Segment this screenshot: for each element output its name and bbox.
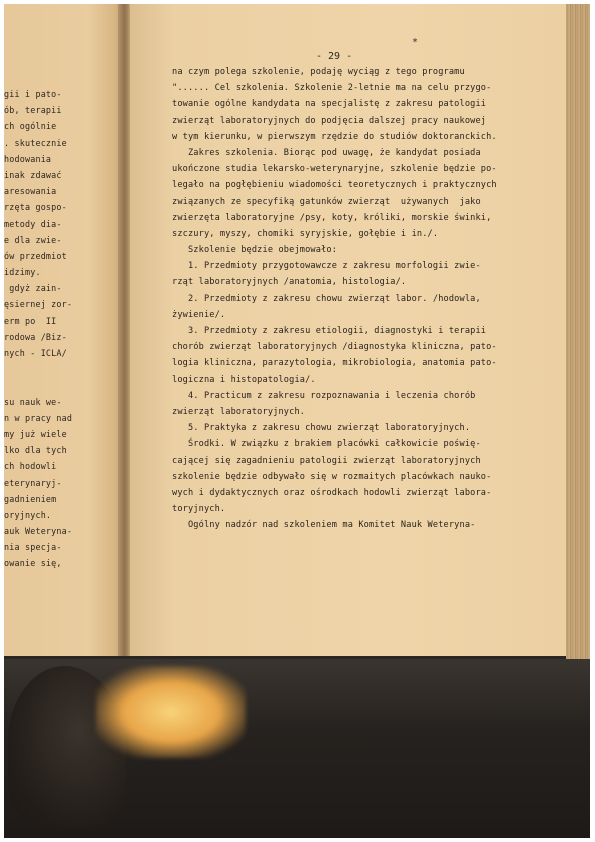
light-glare	[96, 666, 246, 758]
right-page-line: Ogólny nadzór nad szkoleniem ma Komitet Nauk Weteryna-	[172, 520, 476, 531]
left-page-line: . skutecznie	[4, 137, 67, 148]
left-page-line: ch ogólnie	[4, 121, 57, 132]
page-number: - 29 -	[316, 51, 353, 62]
right-page-line: cającej się zagadnieniu patologii zwierząt laboratoryjnych	[172, 455, 481, 466]
right-page-line: ukończone studia lekarsko-weterynaryjne, szkolenie będzie po-	[172, 164, 497, 175]
right-page-line: zwierzęta laboratoryjne /psy, koty, króliki, morskie świnki,	[172, 212, 492, 223]
left-page-line: nych - ICLA/	[4, 348, 67, 358]
left-page-line: rodowa /Biz-	[4, 331, 67, 342]
right-page-line: Zakres szkolenia. Biorąc pod uwagę, że kandydat posiada	[172, 147, 481, 158]
left-page-line: oryjnych.	[4, 509, 52, 520]
left-page-line: gadnieniem	[4, 493, 57, 504]
left-page-line: ób, terapii	[4, 105, 62, 116]
right-page-line: logia kliniczna, parazytologia, mikrobiologia, anatomia pato-	[172, 358, 497, 369]
left-page-line: auk Weteryna-	[4, 526, 73, 537]
right-page-line: legało na pogłębieniu wiadomości teoretycznych i praktycznych	[172, 180, 497, 191]
left-page-line: aresowania	[4, 186, 57, 197]
left-page-line: ęsiernej zor-	[4, 299, 73, 310]
left-page-line: hodowania	[4, 153, 52, 164]
right-page-line: 3. Przedmioty z zakresu etiologii, diagnostyki i terapii	[172, 326, 487, 336]
right-page-line: 5. Praktyka z zakresu chowu zwierząt laboratoryjnych.	[172, 423, 471, 434]
left-page-text	[4, 86, 120, 572]
right-page-line: 2. Przedmioty z zakresu chowu zwierząt labor. /hodowla,	[172, 293, 481, 304]
left-page-line: inak zdawać	[4, 169, 62, 180]
right-page-line: Środki. W związku z brakiem placówki całkowicie poświę-	[172, 439, 481, 450]
right-page-line: logiczna i histopatologia/.	[172, 374, 316, 385]
right-page-line: zwierząt laboratoryjnych do podjęcia dalszej pracy naukowej	[172, 115, 487, 126]
left-page-line: my już wiele	[4, 428, 67, 439]
right-page-line: szkolenie będzie odbywało się w rozmaitych placówkach nauko-	[172, 471, 492, 482]
right-page-line: w tym kierunku, w pierwszym rzędzie do studiów doktoranckich.	[172, 131, 497, 142]
left-page-line: gii i pato-	[4, 89, 62, 99]
left-page-line	[4, 361, 120, 377]
left-page-line: e dla zwie-	[4, 234, 62, 245]
right-page-line: wych i dydaktycznych oraz ośrodkach hodowli zwierząt labora-	[172, 487, 492, 498]
right-page-line: rząt laboratoryjnych /anatomia, histologia/.	[172, 277, 407, 288]
left-page-line: n w pracy nad	[4, 412, 73, 423]
left-page-line: owanie się,	[4, 558, 62, 569]
left-page	[4, 4, 124, 656]
left-page-line: rzęta gospo-	[4, 202, 67, 213]
left-page-line: lko dla tych	[4, 445, 67, 456]
left-page-line: erm po II	[4, 315, 57, 326]
left-page-line: ów przedmiot	[4, 250, 67, 261]
right-page-line: związanych ze specyfiką gatunków zwierząt używanych jako	[172, 196, 481, 207]
right-page-text	[172, 64, 572, 533]
right-page-line: na czym polega szkolenie, podaję wyciąg z tego programu	[172, 67, 465, 77]
left-page-line: gdyż zain-	[4, 283, 62, 294]
right-page-line: żywienie/.	[172, 309, 226, 320]
left-page-line	[4, 377, 120, 393]
right-page-line: towanie ogólne kandydata na specjalistę z zakresu patologii	[172, 99, 487, 110]
left-page-line: su nauk we-	[4, 396, 62, 407]
left-page-line: ch hodowli	[4, 461, 57, 472]
document-scan	[4, 4, 590, 838]
ink-mark: *	[412, 37, 419, 48]
left-page-line: idzimy.	[4, 267, 41, 278]
right-page-line: toryjnych.	[172, 504, 226, 515]
right-page-line: "...... Cel szkolenia. Szkolenie 2-letnie ma na celu przygo-	[172, 83, 492, 94]
left-page-line: eterynaryj-	[4, 477, 62, 488]
right-page-line: zwierząt laboratoryjnych.	[172, 406, 306, 417]
right-page-line: Szkolenie będzie obejmowało:	[172, 245, 338, 256]
left-page-line: metody dia-	[4, 218, 62, 229]
left-page-line: nia specja-	[4, 542, 62, 553]
right-page-line: szczury, myszy, chomiki syryjskie, gołębie i in./.	[172, 228, 439, 239]
right-page-line: chorób zwierząt laboratoryjnych /diagnostyka kliniczna, pato-	[172, 342, 497, 353]
right-page-line: 4. Practicum z zakresu rozpoznawania i leczenia chorób	[172, 390, 476, 401]
right-page-line: 1. Przedmioty przygotowawcze z zakresu morfologii zwie-	[172, 261, 481, 272]
